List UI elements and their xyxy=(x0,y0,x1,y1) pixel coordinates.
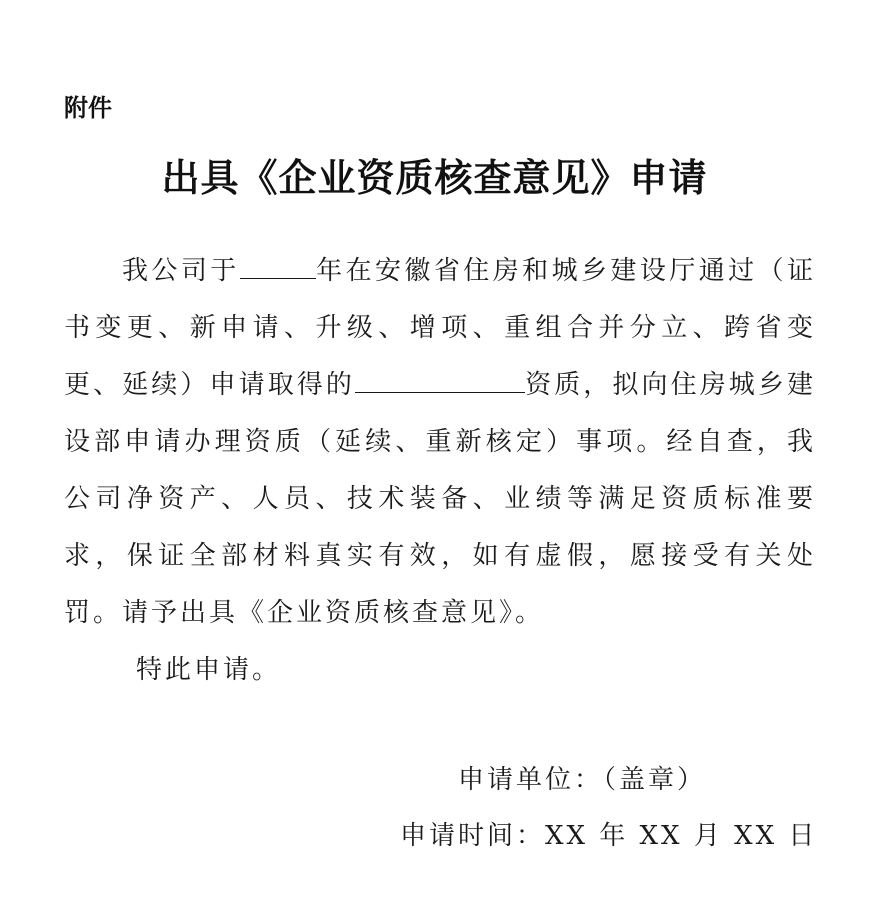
paragraph-text-3: 资质，拟向住房城乡建设部申请办理资质（延续、重新核定）事项。经自查，我公司净资产、人员、技术装备、业绩等满足资质标准要求，保证全部材料真实有效，如有虚假，愿接受有关处罚。请予出具《企业资质核查意见》。 xyxy=(64,370,816,628)
application-date: 申请时间：XX 年 XX 月 XX 日 xyxy=(400,821,818,851)
qualification-blank-line xyxy=(355,370,525,393)
body-paragraph xyxy=(64,243,816,642)
closing-paragraph: 特此申请。 xyxy=(136,655,282,685)
attachment-label: 附件 xyxy=(64,94,112,122)
document-title: 出具《企业资质核查意见》申请 xyxy=(161,155,708,200)
year-blank-line xyxy=(240,256,316,279)
applicant-unit: 申请单位：（盖章） xyxy=(458,765,707,795)
document-body xyxy=(64,243,816,699)
paragraph-text-2: 年在安徽省住房和城乡建设厅通过（证书变更、新申请、升级、增项、重组合并分立、跨省变更、延续）申请取得的 xyxy=(64,256,816,400)
paragraph-text-1: 我公司于 xyxy=(122,256,240,286)
